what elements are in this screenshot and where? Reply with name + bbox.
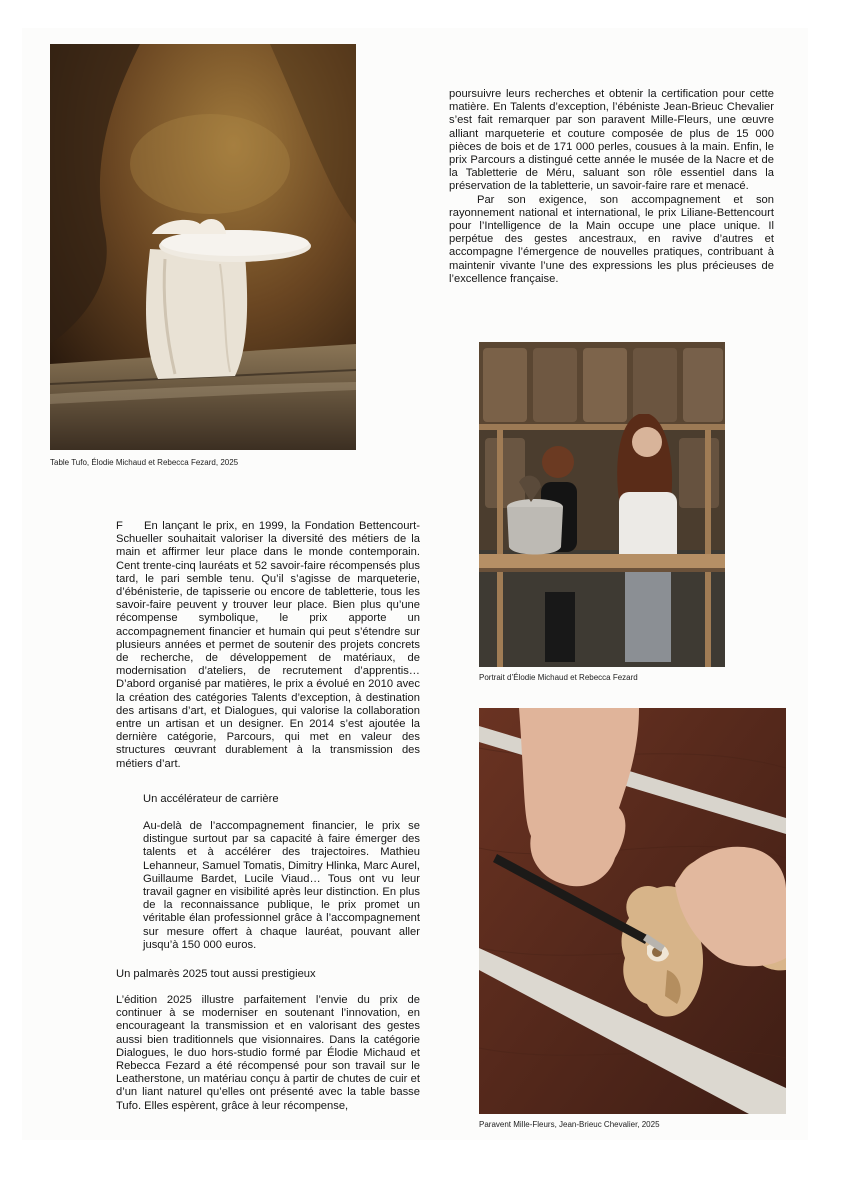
intro-text: En lançant le prix, en 1999, la Fondation Bettencourt-Schueller souhaitait valoriser la diversité des métiers de la main et affirmer leur place dans le monde contemporain. Cent trente-cinq lauréats et 52 savoir-faire récompensés plus tard, le pari semble tenu. Qu’il s’agisse de marqueterie, d’ébénisterie, de tapisserie ou encore de tabletterie, tous les savoir-faire peuvent y trouver leur place. Bien plus qu’une récompense symbolique, le prix apporte un accompagnement financier et humain qui peut s’étendre sur plusieurs années et permet de soutenir des projets concrets de recherche, de développement de matériaux, de modernisation d’ateliers, de recrutement d’apprentis… D’abord organisé par matières, le prix a évolué en 2010 avec la création des catégories Talents d’exception, à destination des artisans d’art, et Dialogues, qui valorise la collaboration entre un artisan et un designer. En 2014 s’est ajoutée la dernière catégorie, Parcours, qui met en valeur des structures œuvrant durablement à la transmission des métiers d’art. <box>116 520 420 770</box>
paravent-photo <box>479 708 786 1114</box>
right-column-top <box>449 88 774 286</box>
table-tufo-caption: Table Tufo, Élodie Michaud et Rebecca Fezard, 2025 <box>50 458 239 467</box>
right-second-paragraph: Par son exigence, son accompagnement et son rayonnement national et international, le prix Liliane-Bettencourt pour l’Intelligence de la Main occupe une place unique. Il perpétue des gestes ancestraux, en ravive d’autres et accompagne l’émergence de nouvelles pratiques, contribuant à maintenir vivante l’une des expressions les plus précieuses de l’excellence française. <box>449 193 774 285</box>
palmares-paragraph: L’édition 2025 illustre parfaitement l’envie du prix de continuer à se moderniser en soutenant l’innovation, en encourageant la transmission et en valorisant des gestes aussi bien traditionnels que visionnaires. Dans la catégorie Dialogues, le duo hors-studio formé par Élodie Michaud et Rebecca Fezard a été récompensé pour son travail sur le Leatherstone, un matériau conçu à partir de chutes de cuir et d’un liant naturel qu’elles ont présenté avec la table basse Tufo. Elles espèrent, grâce à leur récompense, <box>116 994 420 1112</box>
intro-column <box>116 520 420 771</box>
drop-letter: F <box>116 520 123 532</box>
portrait-photo <box>479 342 725 667</box>
palmares-column <box>116 994 420 1113</box>
paravent-caption: Paravent Mille-Fleurs, Jean-Brieuc Chevalier, 2025 <box>479 1120 660 1129</box>
portrait-image <box>479 342 725 667</box>
career-paragraph: Au-delà de l’accompagnement financier, le prix se distingue surtout par sa capacité à faire émerger des talents et à accélérer des trajectoires. Mathieu Lehanneur, Samuel Tomatis, Dimitry Hlinka, Marc Aurel, Guillaume Bardet, Lucile Viaud… Tous ont vu leur travail gagner en visibilité après leur distinction. En plus de la reconnaissance publique, le prix promet un véritable élan professionnel grâce à l’accompagnement sur mesure offert à chaque lauréat, pouvant aller jusqu’à 150 000 euros. <box>143 820 420 951</box>
table-tufo-image <box>50 44 356 450</box>
magazine-page <box>22 28 808 1140</box>
intro-paragraph <box>116 520 420 771</box>
palmares-subhead: Un palmarès 2025 tout aussi prestigieux <box>116 968 316 980</box>
portrait-caption: Portrait d’Élodie Michaud et Rebecca Fezard <box>479 673 638 682</box>
table-tufo-photo <box>50 44 356 450</box>
right-top-paragraph: poursuivre leurs recherches et obtenir la certification pour cette matière. En Talents d’exception, l’ébéniste Jean-Brieuc Chevalier s’est fait remarquer par son paravent Mille-Fleurs, une œuvre alliant marqueterie et couture composée de plus de 15 000 pièces de bois et de 171 000 perles, cousues à la main. Enfin, le prix Parcours a distingué cette année le musée de la Nacre et de la Tabletterie de Méru, saluant son rôle essentiel dans la préservation de la tabletterie, un savoir-faire rare et menacé. <box>449 88 774 193</box>
career-column <box>143 820 420 952</box>
paravent-image <box>479 708 786 1114</box>
career-subhead: Un accélérateur de carrière <box>143 793 279 805</box>
